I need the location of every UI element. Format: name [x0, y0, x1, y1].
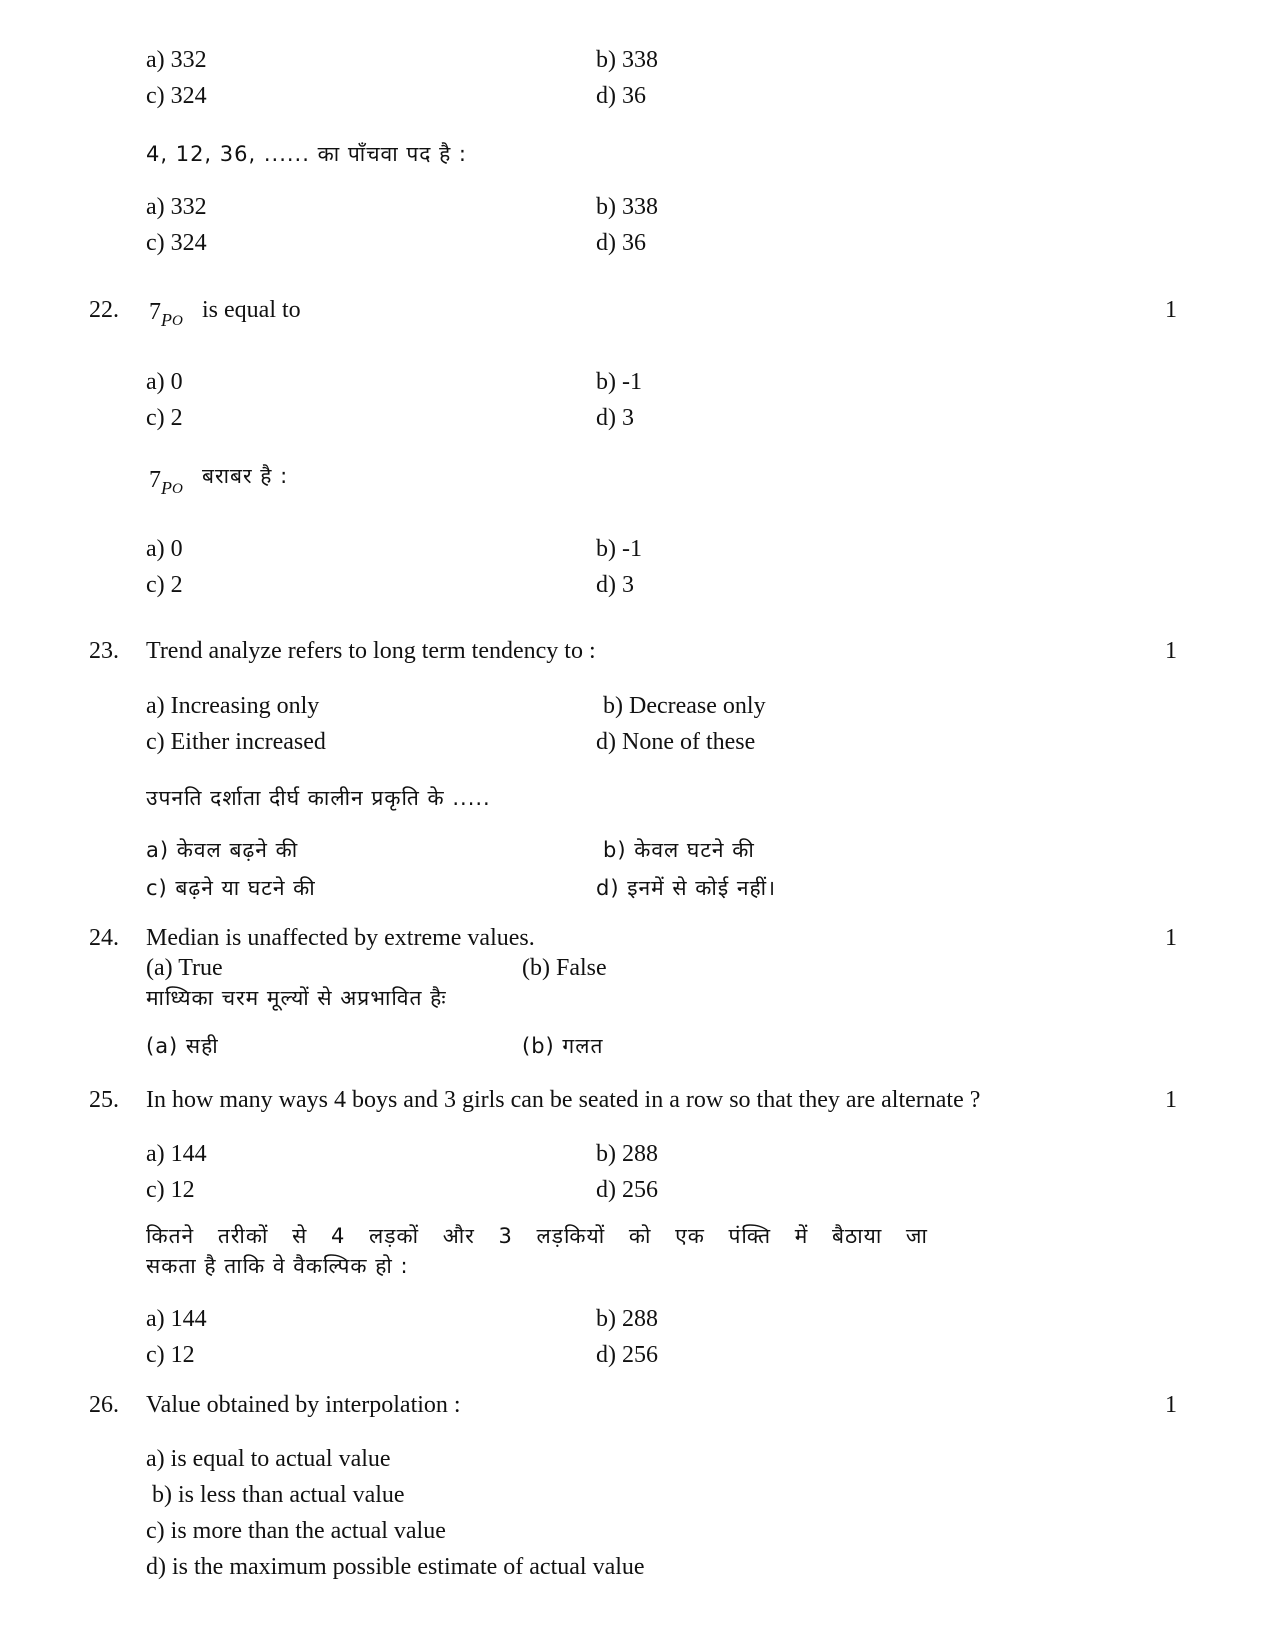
option-a: a) is equal to actual value — [146, 1446, 391, 1472]
option-b: b) 338 — [596, 194, 658, 220]
option-b: b) 288 — [596, 1141, 658, 1167]
option-d: d) None of these — [596, 729, 756, 755]
option-a: a) 332 — [146, 47, 207, 73]
question-marks: 1 — [1165, 1087, 1177, 1113]
question-number: 25. — [89, 1087, 119, 1113]
option-d: d) is the maximum possible estimate of actual value — [146, 1554, 645, 1580]
option-b: b) -1 — [596, 536, 642, 562]
permutation-index: O — [172, 481, 183, 497]
option-c: c) Either increased — [146, 729, 326, 755]
permutation-base: 7 — [149, 299, 161, 325]
option-d: d) 3 — [596, 405, 634, 431]
question-text-hindi: उपनति दर्शाता दीर्घ कालीन प्रकृति के ..... — [146, 786, 491, 810]
question-marks: 1 — [1165, 925, 1177, 951]
question-text: Value obtained by interpolation : — [146, 1392, 461, 1418]
option-d: d) इनमें से कोई नहीं। — [596, 876, 777, 900]
option-a: a) 0 — [146, 369, 183, 395]
option-c: c) बढ़ने या घटने की — [146, 876, 316, 900]
permutation-expression — [149, 466, 183, 497]
question-text-hindi: माध्यिका चरम मूल्यों से अप्रभावित हैः — [146, 986, 447, 1010]
question-number: 23. — [89, 638, 119, 664]
question-marks: 1 — [1165, 297, 1177, 323]
question-marks: 1 — [1165, 638, 1177, 664]
option-c: c) 12 — [146, 1177, 195, 1203]
option-b: b) 338 — [596, 47, 658, 73]
option-b: b) केवल घटने की — [603, 838, 755, 862]
question-number: 22. — [89, 297, 119, 323]
option-c: c) 12 — [146, 1342, 195, 1368]
question-text: Trend analyze refers to long term tendency to : — [146, 638, 596, 664]
option-c: c) is more than the actual value — [146, 1518, 446, 1544]
option-b: (b) गलत — [522, 1034, 604, 1058]
option-a: a) 144 — [146, 1306, 207, 1332]
option-d: d) 3 — [596, 572, 634, 598]
option-a: a) 0 — [146, 536, 183, 562]
option-d: d) 256 — [596, 1342, 658, 1368]
option-c: c) 324 — [146, 83, 207, 109]
option-b: (b) False — [522, 955, 607, 981]
option-c: c) 324 — [146, 230, 207, 256]
question-text-hindi: सकता है ताकि वे वैकल्पिक हो : — [146, 1254, 409, 1278]
option-a: (a) True — [146, 955, 223, 981]
option-b: b) is less than actual value — [146, 1482, 405, 1508]
option-a: a) 144 — [146, 1141, 207, 1167]
permutation-index: O — [172, 313, 183, 329]
question-text: is equal to — [202, 297, 301, 323]
permutation-expression — [149, 298, 183, 329]
option-a: a) केवल बढ़ने की — [146, 838, 299, 862]
permutation-symbol: P — [161, 478, 172, 498]
option-b: b) -1 — [596, 369, 642, 395]
question-text-hindi: कितने तरीकों से 4 लड़कों और 3 लड़कियों को एक पंक्ति में बैठाया जा — [146, 1224, 928, 1248]
question-text-hindi: बराबर है : — [202, 464, 289, 488]
question-number: 26. — [89, 1392, 119, 1418]
option-d: d) 256 — [596, 1177, 658, 1203]
option-b: b) Decrease only — [603, 693, 766, 719]
permutation-base: 7 — [149, 467, 161, 493]
permutation-symbol: P — [161, 310, 172, 330]
option-a: (a) सही — [146, 1034, 219, 1058]
option-b: b) 288 — [596, 1306, 658, 1332]
option-a: a) 332 — [146, 194, 207, 220]
question-marks: 1 — [1165, 1392, 1177, 1418]
question-text: Median is unaffected by extreme values. — [146, 925, 535, 951]
question-number: 24. — [89, 925, 119, 951]
option-c: c) 2 — [146, 405, 183, 431]
question-text: In how many ways 4 boys and 3 girls can be seated in a row so that they are alternate ? — [146, 1087, 981, 1113]
option-a: a) Increasing only — [146, 693, 320, 719]
option-c: c) 2 — [146, 572, 183, 598]
option-d: d) 36 — [596, 230, 646, 256]
option-d: d) 36 — [596, 83, 646, 109]
question-text-hindi: 4, 12, 36, ...... का पाँचवा पद है : — [146, 142, 467, 166]
